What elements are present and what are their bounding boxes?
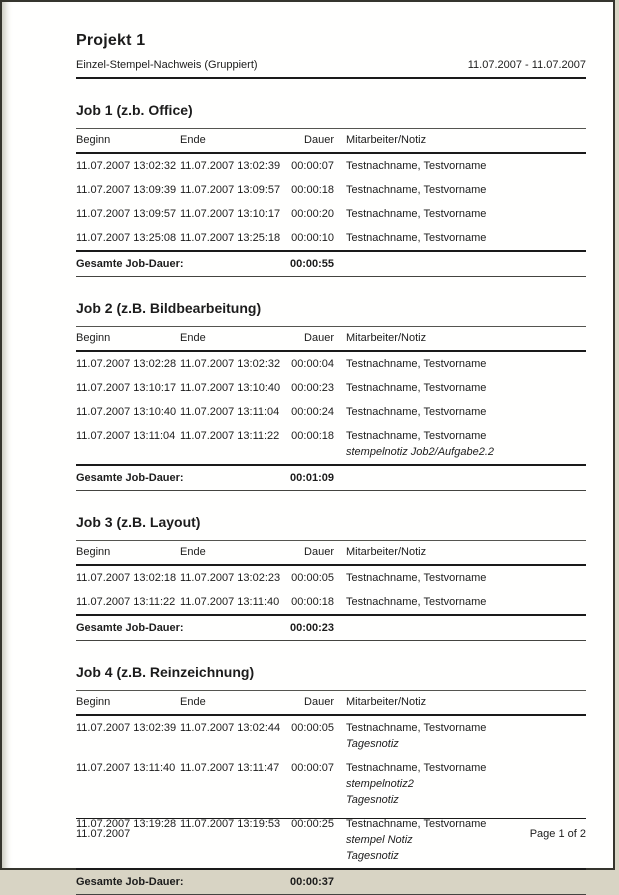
stempel-note: Tagesnotiz (346, 794, 399, 806)
job-total-value: 00:00:37 (284, 869, 334, 895)
job-total-label: Gesamte Job-Dauer: (76, 251, 284, 277)
ende-cell: 11.07.2007 13:25:18 (180, 232, 281, 244)
ende-cell: 11.07.2007 13:02:44 (180, 722, 281, 734)
table-row (76, 178, 586, 202)
job-total-value: 00:01:09 (284, 465, 334, 491)
job-title: Job 3 (z.B. Layout) (76, 514, 201, 530)
ende-cell: 11.07.2007 13:11:40 (180, 596, 280, 608)
ende-cell: 11.07.2007 13:11:47 (180, 762, 280, 774)
beginn-cell: 11.07.2007 13:09:57 (76, 208, 177, 220)
col-header-dauer: Dauer (284, 327, 334, 352)
beginn-cell: 11.07.2007 13:02:39 (76, 722, 177, 734)
stempel-note: Tagesnotiz (346, 850, 399, 862)
col-header-beginn: Beginn (76, 691, 180, 716)
col-header-dauer: Dauer (284, 541, 334, 566)
stempel-note: stempel Notiz (346, 834, 413, 846)
mitarbeiter-cell (334, 178, 586, 202)
beginn-cell: 11.07.2007 13:11:22 (76, 596, 176, 608)
job-total-row (76, 251, 586, 277)
ende-cell: 11.07.2007 13:02:23 (180, 572, 281, 584)
dauer-cell: 00:00:04 (291, 358, 334, 370)
job-rows (76, 715, 586, 869)
table-row (76, 351, 586, 376)
table-row (76, 424, 586, 465)
col-header-beginn: Beginn (76, 129, 180, 154)
col-header-dauer: Dauer (284, 691, 334, 716)
col-header-mitarbeiter: Mitarbeiter/Notiz (334, 541, 586, 566)
table-row (76, 715, 586, 756)
table-header-row (76, 541, 586, 566)
stamp-table (76, 326, 586, 491)
job-title: Job 1 (z.b. Office) (76, 102, 193, 118)
employee-name: Testnachname, Testvorname (346, 232, 487, 244)
job-total-spacer (334, 251, 586, 277)
beginn-cell: 11.07.2007 13:02:28 (76, 358, 177, 370)
job-total-spacer (334, 615, 586, 641)
job-total-row (76, 465, 586, 491)
employee-name: Testnachname, Testvorname (346, 722, 487, 734)
stempel-note: stempelnotiz Job2/Aufgabe2.2 (346, 446, 494, 458)
employee-name: Testnachname, Testvorname (346, 208, 487, 220)
employee-name: Testnachname, Testvorname (346, 406, 487, 418)
ende-cell: 11.07.2007 13:10:17 (180, 208, 281, 220)
table-row (76, 376, 586, 400)
employee-name: Testnachname, Testvorname (346, 382, 487, 394)
employee-name: Testnachname, Testvorname (346, 430, 487, 442)
dauer-cell: 00:00:18 (291, 430, 334, 442)
table-row (76, 226, 586, 251)
beginn-cell: 11.07.2007 13:25:08 (76, 232, 177, 244)
col-header-dauer: Dauer (284, 129, 334, 154)
mitarbeiter-cell (334, 715, 586, 756)
ende-cell: 11.07.2007 13:02:32 (180, 358, 281, 370)
beginn-cell: 11.07.2007 13:02:32 (76, 160, 177, 172)
header-rule (76, 77, 586, 79)
employee-name: Testnachname, Testvorname (346, 184, 487, 196)
ende-cell: 11.07.2007 13:11:22 (180, 430, 280, 442)
col-header-mitarbeiter: Mitarbeiter/Notiz (334, 691, 586, 716)
report-subtitle: Einzel-Stempel-Nachweis (Gruppiert) (76, 59, 258, 71)
employee-name: Testnachname, Testvorname (346, 596, 487, 608)
job-section (76, 300, 586, 491)
footer-page-number: Page 1 of 2 (529, 828, 586, 840)
table-row (76, 565, 586, 590)
col-header-beginn: Beginn (76, 541, 180, 566)
ende-cell: 11.07.2007 13:09:57 (180, 184, 281, 196)
beginn-cell: 11.07.2007 13:11:04 (76, 430, 176, 442)
table-header-row (76, 691, 586, 716)
col-header-beginn: Beginn (76, 327, 180, 352)
jobs-container (76, 102, 586, 895)
report-date-range: 11.07.2007 - 11.07.2007 (467, 59, 586, 71)
dauer-cell: 00:00:05 (291, 722, 334, 734)
mitarbeiter-cell (334, 202, 586, 226)
dauer-cell: 00:00:24 (291, 406, 334, 418)
job-rows (76, 153, 586, 251)
dauer-cell: 00:00:07 (291, 762, 334, 774)
job-total-label: Gesamte Job-Dauer: (76, 465, 284, 491)
ende-cell: 11.07.2007 13:10:40 (180, 382, 281, 394)
beginn-cell: 11.07.2007 13:11:40 (76, 762, 176, 774)
report-subtitle-row (76, 59, 586, 71)
report-footer (76, 818, 586, 840)
job-total-label: Gesamte Job-Dauer: (76, 615, 284, 641)
beginn-cell: 11.07.2007 13:10:17 (76, 382, 177, 394)
stempel-note: Tagesnotiz (346, 738, 399, 750)
mitarbeiter-cell (334, 226, 586, 251)
mitarbeiter-cell (334, 153, 586, 178)
stempel-note: stempelnotiz2 (346, 778, 414, 790)
job-total-row (76, 615, 586, 641)
col-header-ende: Ende (180, 327, 284, 352)
table-row (76, 153, 586, 178)
col-header-ende: Ende (180, 129, 284, 154)
mitarbeiter-cell (334, 565, 586, 590)
mitarbeiter-cell (334, 590, 586, 615)
job-title: Job 2 (z.B. Bildbearbeitung) (76, 300, 262, 316)
table-header-row (76, 327, 586, 352)
job-total-value: 00:00:55 (284, 251, 334, 277)
stamp-table (76, 128, 586, 277)
dauer-cell: 00:00:18 (291, 184, 334, 196)
stamp-table (76, 540, 586, 641)
dauer-cell: 00:00:07 (291, 160, 334, 172)
col-header-ende: Ende (180, 541, 284, 566)
dauer-cell: 00:00:20 (291, 208, 334, 220)
job-total-label: Gesamte Job-Dauer: (76, 869, 284, 895)
table-header-row (76, 129, 586, 154)
mitarbeiter-cell (334, 400, 586, 424)
job-section (76, 664, 586, 895)
mitarbeiter-cell (334, 351, 586, 376)
dauer-cell: 00:00:10 (291, 232, 334, 244)
footer-date: 11.07.2007 (76, 828, 131, 840)
mitarbeiter-cell (334, 376, 586, 400)
stamp-table (76, 690, 586, 895)
table-row (76, 400, 586, 424)
job-title: Job 4 (z.B. Reinzeichnung) (76, 664, 255, 680)
employee-name: Testnachname, Testvorname (346, 160, 487, 172)
dauer-cell: 00:00:25 (291, 818, 334, 830)
dauer-cell: 00:00:05 (291, 572, 334, 584)
job-rows (76, 351, 586, 465)
employee-name: Testnachname, Testvorname (346, 818, 487, 830)
col-header-ende: Ende (180, 691, 284, 716)
job-rows (76, 565, 586, 615)
beginn-cell: 11.07.2007 13:09:39 (76, 184, 177, 196)
ende-cell: 11.07.2007 13:02:39 (180, 160, 281, 172)
beginn-cell: 11.07.2007 13:02:18 (76, 572, 177, 584)
table-row (76, 202, 586, 226)
table-row (76, 590, 586, 615)
job-total-value: 00:00:23 (284, 615, 334, 641)
col-header-mitarbeiter: Mitarbeiter/Notiz (334, 327, 586, 352)
beginn-cell: 11.07.2007 13:19:28 (76, 818, 177, 830)
table-row (76, 756, 586, 812)
mitarbeiter-cell (334, 756, 586, 812)
employee-name: Testnachname, Testvorname (346, 358, 487, 370)
job-section (76, 102, 586, 277)
employee-name: Testnachname, Testvorname (346, 572, 487, 584)
col-header-mitarbeiter: Mitarbeiter/Notiz (334, 129, 586, 154)
ende-cell: 11.07.2007 13:19:53 (180, 818, 281, 830)
beginn-cell: 11.07.2007 13:10:40 (76, 406, 177, 418)
mitarbeiter-cell (334, 424, 586, 465)
job-section (76, 514, 586, 641)
job-total-spacer (334, 465, 586, 491)
employee-name: Testnachname, Testvorname (346, 762, 487, 774)
dauer-cell: 00:00:23 (291, 382, 334, 394)
ende-cell: 11.07.2007 13:11:04 (180, 406, 280, 418)
page-title: Projekt 1 (76, 32, 146, 49)
dauer-cell: 00:00:18 (291, 596, 334, 608)
